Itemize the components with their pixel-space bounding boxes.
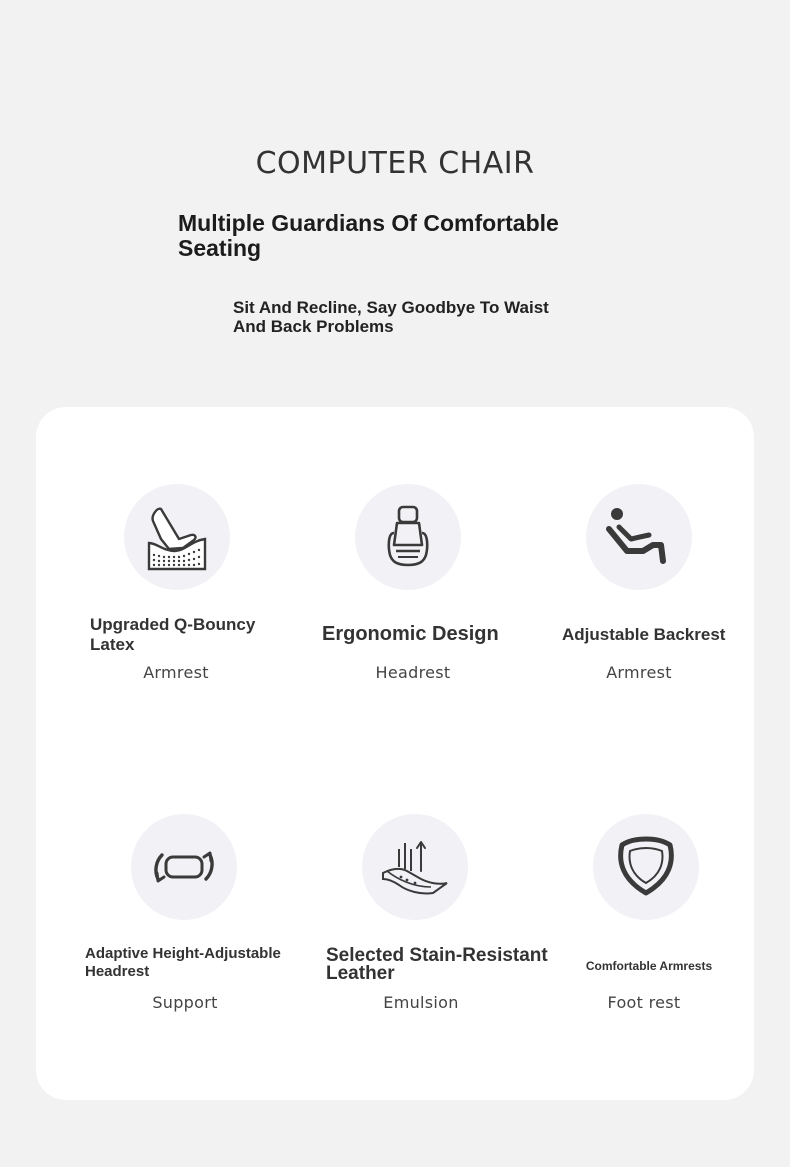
height-adjust-rotate-icon — [131, 814, 237, 920]
feature-subtitle-leather: Emulsion — [383, 993, 459, 1012]
page-title: COMPUTER CHAIR — [255, 146, 535, 181]
feature-subtitle-ergonomic: Headrest — [375, 663, 451, 682]
latex-hand-press-icon — [124, 484, 230, 590]
feature-subtitle-armrests: Foot rest — [607, 993, 681, 1012]
car-seat-icon — [355, 484, 461, 590]
feature-title-leather: Selected Stain-Resistant Leather — [326, 945, 548, 984]
feature-title-ergonomic: Ergonomic Design — [322, 623, 499, 645]
subheadline: Sit And Recline, Say Goodbye To Waist And Back Problems — [233, 298, 549, 336]
stain-resistant-leather-icon — [362, 814, 468, 920]
headline: Multiple Guardians Of Comfortable Seating — [178, 210, 559, 261]
feature-title-headrest: Adaptive Height-Adjustable Headrest — [85, 945, 281, 980]
feature-subtitle-headrest: Support — [152, 993, 218, 1012]
armrest-shield-icon — [593, 814, 699, 920]
feature-title-latex: Upgraded Q-Bouncy Latex — [90, 615, 256, 654]
features-card — [36, 407, 754, 1100]
reclining-person-icon — [586, 484, 692, 590]
feature-subtitle-latex: Armrest — [143, 663, 209, 682]
feature-title-backrest: Adjustable Backrest — [562, 625, 726, 644]
feature-subtitle-backrest: Armrest — [606, 663, 672, 682]
feature-title-armrests: Comfortable Armrests — [585, 959, 713, 973]
